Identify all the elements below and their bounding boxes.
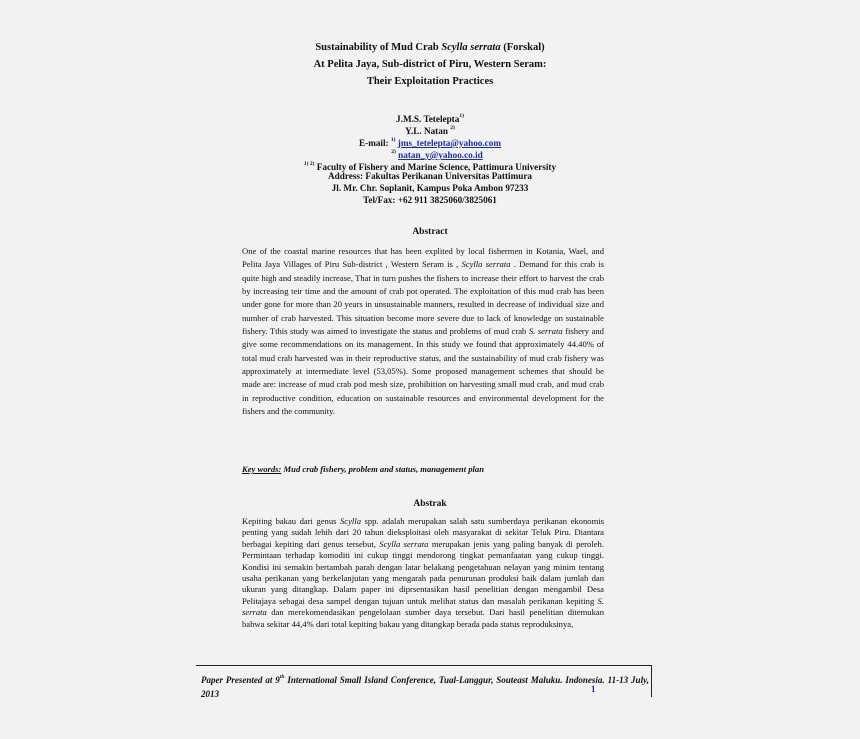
abstract-heading: Abstract: [412, 227, 448, 237]
email-link-1[interactable]: jms_tetelepta@yahoo.com: [397, 138, 501, 148]
footer-side-rule: [651, 665, 652, 697]
footer-divider: [196, 665, 651, 666]
page-number: 1: [591, 684, 596, 694]
email-2: $^{2)}$ natan_y@yahoo.co.id: [391, 149, 483, 160]
email-1: E-mail: $^{1)}$ jms_tetelepta@yahoo.com: [359, 137, 501, 148]
author-2: Y.L. Natan $^{2)}$: [405, 125, 455, 136]
footer-note: Paper Presented at 9th International Small Island Conference, Tual-Langgur, Souteast Maluku. Indonesia. 11-13 July, 2013: [201, 674, 649, 699]
paper-title-line-3: Their Exploitation Practices: [366, 76, 494, 87]
paper-title-line-1: Sustainability of Mud Crab Scylla serrata (Forskal): [315, 42, 545, 53]
keywords: Key words: Mud crab fishery, problem and status, management plan: [242, 464, 485, 474]
paper-title-line-2: At Pelita Jaya, Sub-district of Piru, Western Seram:: [313, 59, 547, 70]
affiliation-2: Address: Fakultas Perikanan Universitas Pattimura: [328, 171, 532, 181]
abstrak-body: Kepiting bakau dari genus Scylla spp. adalah merupakan salah satu sumberdaya perikanan ekonomis penting yang sudah lebih dari 20 tahun dieksploitasi oleh masyarakat di sekitar Teluk Piru. Diantara berbagai kepiting dari genus tersebut, Scylla serrata merupakan jenis yang paling banyak di peroleh. Permintaan terhadap komoditi ini cukup tinggi mendorong tingkat pemanfaatan yang cukup tinggi. Kondisi ini semakin bertambah parah dengan latar belakang pengetahuan nelayan yang minim tentang usaha perikanan yang berkelanjutan yang mengarah pada penurunan produksi baik dalam jumlah dan ukuran yang ditangkap. Dalam paper ini diprsentasikan hasil penelitian dengan mengambil Desa Pelitajaya sebagai desa sampel dengan tujuan untuk melihat status dan masalah perikanan kepiting S. serrata dan merekomendasikan pengelolaan sumber daya tersebut. Dari hasil penelitian ditemukan bahwa sekitar 44,4% dari total kepiting bakau yang ditangkap berada pada status reproduksinya,: [242, 516, 604, 629]
abstrak-heading: Abstrak: [413, 499, 447, 509]
affiliation-3: Jl. Mr. Chr. Soplanit, Kampus Poka Ambon 97233: [331, 183, 529, 193]
affiliation-4: Tel/Fax: +62 911 3825060/3825061: [363, 195, 497, 205]
email-link-2[interactable]: natan_y@yahoo.co.id: [398, 150, 483, 160]
affiliation-1: $^{1) 2)}$ Faculty of Fishery and Marine Science, Pattimura University: [303, 161, 557, 172]
author-1: J.M.S. Tetelepta$^{1)}$: [396, 113, 464, 124]
abstract-body: One of the coastal marine resources that has been explited by local fishermen in Kotania, Wael, and Pelita Jaya Villages of Piru Sub-district , Western Seram is , Scylla serrata . Demand for this crab is quite high and steadily increase, That in turn pushes the fishers to increase their effort to harvest the crab by increasing teir time and the amount of crab pot operated. The exploitation of this mud crab has been under gone for more than 20 years in unsustainable manners, resulted in decrease of individual size and number of crab harvested. This situation become more severe due to lack of knowledge on sustainable fishery. Tthis study was aimed to investigate the status and problems of mud crab S. serrata fishery and give some recommendations on its management. In this study we found that approximately 44.40% of total mud crab harvested was in their reproductive status, and the sustainability of mud crab fishery was approximately at intermediate level (53,05%). Some proposed management schemes that should be made are: increase of mud crab pod mesh size, prohibition on harvesting small mud crab, and mud crab in reproductive condition, education on sustainable resources and environmental development for the fishers and the community.: [242, 246, 605, 417]
